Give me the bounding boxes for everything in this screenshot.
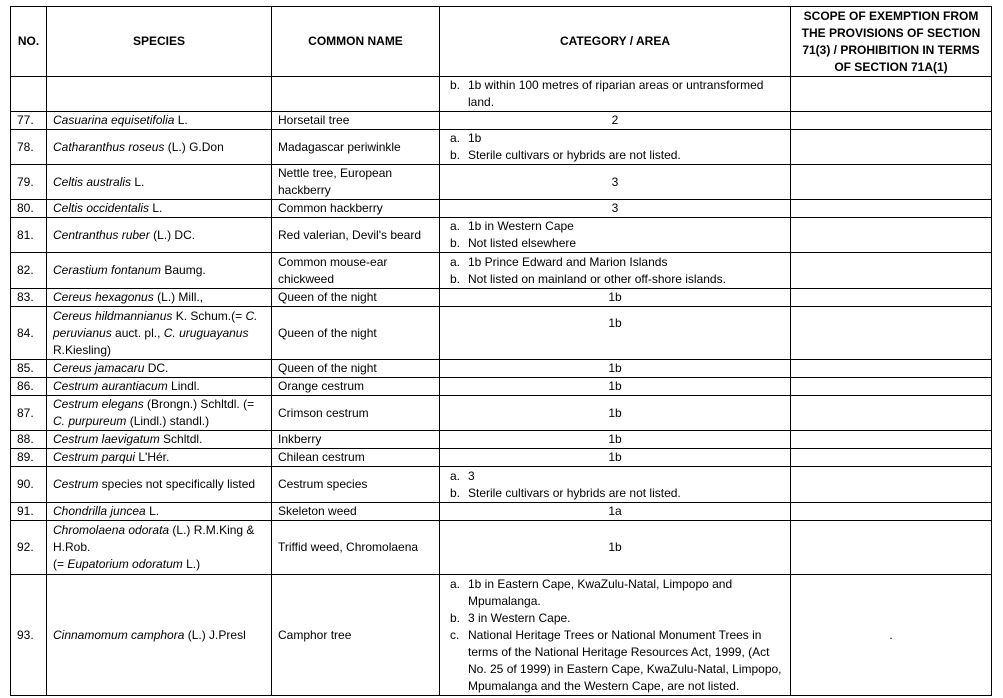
continuation-row: b. 1b within 100 metres of riparian areas or untransformed land. (11, 77, 992, 112)
species-cell: Centranthus ruber (L.) DC. (47, 218, 272, 253)
table-row (11, 521, 992, 575)
category-cell: 1b (440, 431, 791, 449)
table-row (11, 360, 992, 378)
common-name-cell: Crimson cestrum (272, 396, 440, 431)
scope-cell (791, 360, 992, 378)
scope-cell (791, 449, 992, 467)
header-row (11, 7, 992, 77)
scope-cell (791, 112, 992, 130)
species-cell: Cestrum parqui L'Hér. (47, 449, 272, 467)
header-common-name: COMMON NAME (272, 7, 440, 77)
scope-cell (791, 200, 992, 218)
table-row (11, 467, 992, 503)
common-name-cell: Cestrum species (272, 467, 440, 503)
category-cell: a. 3 b. Sterile cultivars or hybrids are not listed. (440, 467, 791, 503)
table-row (11, 165, 992, 200)
category-cell: 1b (440, 396, 791, 431)
species-table (10, 6, 992, 696)
species-cell: Cereus jamacaru DC. (47, 360, 272, 378)
row-number: 81. (11, 218, 47, 253)
category-cell: a. 1b b. Sterile cultivars or hybrids are not listed. (440, 130, 791, 165)
table-row (11, 575, 992, 696)
continuation-text: 1b within 100 metres of riparian areas or untransformed land. (468, 78, 764, 109)
common-name-cell: Triffid weed, Chromolaena (272, 521, 440, 575)
species-cell: Chromolaena odorata (L.) R.M.King & H.Rob. (= Eupatorium odoratum L.) (47, 521, 272, 575)
species-cell: Celtis australis L. (47, 165, 272, 200)
species-cell: Celtis occidentalis L. (47, 200, 272, 218)
species-cell: Cestrum laevigatum Schltdl. (47, 431, 272, 449)
scope-cell (791, 289, 992, 307)
common-name-cell: Nettle tree, European hackberry (272, 165, 440, 200)
scope-cell (791, 253, 992, 289)
row-number: 77. (11, 112, 47, 130)
row-number: 86. (11, 378, 47, 396)
species-cell: Cestrum elegans (Brongn.) Schltdl. (= C. purpureum (Lindl.) standl.) (47, 396, 272, 431)
species-cell: Cestrum species not specifically listed (47, 467, 272, 503)
table-row (11, 200, 992, 218)
category-cell: 1b (440, 378, 791, 396)
scope-cell (791, 130, 992, 165)
scope-cell (791, 431, 992, 449)
common-name-cell: Common mouse-ear chickweed (272, 253, 440, 289)
table-row (11, 449, 992, 467)
row-number: 89. (11, 449, 47, 467)
table-row (11, 253, 992, 289)
category-cell: 3 (440, 165, 791, 200)
row-number: 90. (11, 467, 47, 503)
species-cell: Catharanthus roseus (L.) G.Don (47, 130, 272, 165)
row-number: 85. (11, 360, 47, 378)
row-number: 80. (11, 200, 47, 218)
species-cell: Cinnamomum camphora (L.) J.Presl (47, 575, 272, 696)
scope-cell (791, 396, 992, 431)
species-cell: Chondrilla juncea L. (47, 503, 272, 521)
category-cell: 1a (440, 503, 791, 521)
category-cell: 1b (440, 307, 791, 360)
row-number: 78. (11, 130, 47, 165)
table-row (11, 503, 992, 521)
category-cell: 1b (440, 449, 791, 467)
common-name-cell: Skeleton weed (272, 503, 440, 521)
table-row (11, 130, 992, 165)
header-scope: SCOPE OF EXEMPTION FROM THE PROVISIONS OF SECTION 71(3) / PROHIBITION IN TERMS OF SECTION 71A(1) (791, 7, 992, 77)
row-number: 84. (11, 307, 47, 360)
common-name-cell: Queen of the night (272, 360, 440, 378)
row-number: 93. (11, 575, 47, 696)
species-cell: Cereus hexagonus (L.) Mill., (47, 289, 272, 307)
category-cell: 3 (440, 200, 791, 218)
scope-cell (791, 521, 992, 575)
scope-cell (791, 378, 992, 396)
scope-cell (791, 503, 992, 521)
row-number: 92. (11, 521, 47, 575)
common-name-cell: Chilean cestrum (272, 449, 440, 467)
table-row (11, 307, 992, 360)
category-cell: 1b (440, 360, 791, 378)
category-cell: a. 1b in Eastern Cape, KwaZulu-Natal, Limpopo and Mpumalanga. b. 3 in Western Cape. c. National Heritage Trees or National Monument Trees in terms of the National Heritage Resources Act, 1999, (Act No. 25 of 1999) in Eastern Cape, KwaZulu-Natal, Limpopo, Mpumalanga and the Western Cape, are not listed. (440, 575, 791, 696)
scope-cell (791, 467, 992, 503)
header-species: SPECIES (47, 7, 272, 77)
common-name-cell: Madagascar periwinkle (272, 130, 440, 165)
species-cell: Casuarina equisetifolia L. (47, 112, 272, 130)
table-row (11, 396, 992, 431)
table-row (11, 289, 992, 307)
category-cell: a. 1b Prince Edward and Marion Islands b. Not listed on mainland or other off-shore islands. (440, 253, 791, 289)
table-row (11, 431, 992, 449)
species-cell: Cereus hildmannianus K. Schum.(= C. peruvianus auct. pl., C. uruguayanus R.Kiesling) (47, 307, 272, 360)
species-cell: Cerastium fontanum Baumg. (47, 253, 272, 289)
common-name-cell: Queen of the night (272, 307, 440, 360)
category-cell: 1b (440, 289, 791, 307)
table-row (11, 112, 992, 130)
header-no: NO. (11, 7, 47, 77)
row-number: 91. (11, 503, 47, 521)
common-name-cell: Inkberry (272, 431, 440, 449)
row-number: 79. (11, 165, 47, 200)
scope-cell (791, 218, 992, 253)
common-name-cell: Horsetail tree (272, 112, 440, 130)
category-cell: 1b (440, 521, 791, 575)
table-row (11, 378, 992, 396)
category-cell: 2 (440, 112, 791, 130)
scope-cell (791, 307, 992, 360)
common-name-cell: Orange cestrum (272, 378, 440, 396)
species-cell: Cestrum aurantiacum Lindl. (47, 378, 272, 396)
scope-cell: . (791, 575, 992, 696)
scope-cell (791, 165, 992, 200)
row-number: 82. (11, 253, 47, 289)
common-name-cell: Camphor tree (272, 575, 440, 696)
common-name-cell: Common hackberry (272, 200, 440, 218)
common-name-cell: Red valerian, Devil's beard (272, 218, 440, 253)
category-cell: a. 1b in Western Cape b. Not listed elsewhere (440, 218, 791, 253)
common-name-cell: Queen of the night (272, 289, 440, 307)
table-row (11, 218, 992, 253)
row-number: 87. (11, 396, 47, 431)
row-number: 83. (11, 289, 47, 307)
row-number: 88. (11, 431, 47, 449)
header-category-area: CATEGORY / AREA (440, 7, 791, 77)
